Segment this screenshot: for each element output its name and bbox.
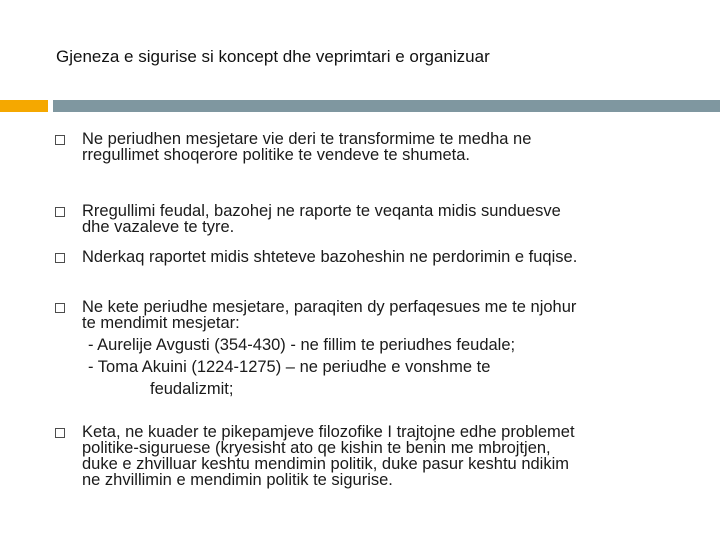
hollow-square-bullet-icon xyxy=(55,303,65,313)
bullet-line: politike-siguruese (kryesisht ato qe kishin te benin me mbrojtjen, xyxy=(82,439,551,457)
bullet-line: Ne periudhen mesjetare vie deri te transformime te medha ne xyxy=(82,130,532,148)
hollow-square-bullet-icon xyxy=(55,428,65,438)
slide-title: Gjeneza e sigurise si koncept dhe veprimtari e organizuar xyxy=(56,47,490,66)
bullet-line: rregullimet shoqerore politike te vendeve te shumeta. xyxy=(82,146,470,164)
bullet-item xyxy=(82,203,692,235)
hollow-square-bullet-icon xyxy=(55,207,65,217)
bullet-line: Rregullimi feudal, bazohej ne raporte te veqanta midis sunduesve xyxy=(82,202,561,220)
bullet-subline: - Aurelije Avgusti (354-430) - ne fillim te periudhes feudale; xyxy=(88,336,516,354)
bullet-item xyxy=(82,131,692,163)
hollow-square-bullet-icon xyxy=(55,253,65,263)
bullet-line: Ne kete periudhe mesjetare, paraqiten dy perfaqesues me te njohur xyxy=(82,298,577,316)
bullet-item xyxy=(82,299,692,397)
bullet-line: Nderkaq raportet midis shteteve bazoheshin ne perdorimin e fuqise. xyxy=(82,248,578,266)
bullet-subline: feudalizmit; xyxy=(150,380,234,398)
bullet-line: Keta, ne kuader te pikepamjeve filozofike I trajtojne edhe problemet xyxy=(82,423,575,441)
hollow-square-bullet-icon xyxy=(55,135,65,145)
bullet-subline: - Toma Akuini (1224-1275) – ne periudhe e vonshme te xyxy=(88,358,491,376)
bullet-item xyxy=(82,249,692,265)
bullet-line: te mendimit mesjetar: xyxy=(82,314,240,332)
bullet-line: ne zhvillimin e mendimin politik te sigurise. xyxy=(82,471,393,489)
bullet-item xyxy=(82,424,692,488)
bullet-line: duke e zhvilluar keshtu mendimin politik, duke pasur keshtu ndikim xyxy=(82,455,569,473)
bullet-line: dhe vazaleve te tyre. xyxy=(82,218,235,236)
